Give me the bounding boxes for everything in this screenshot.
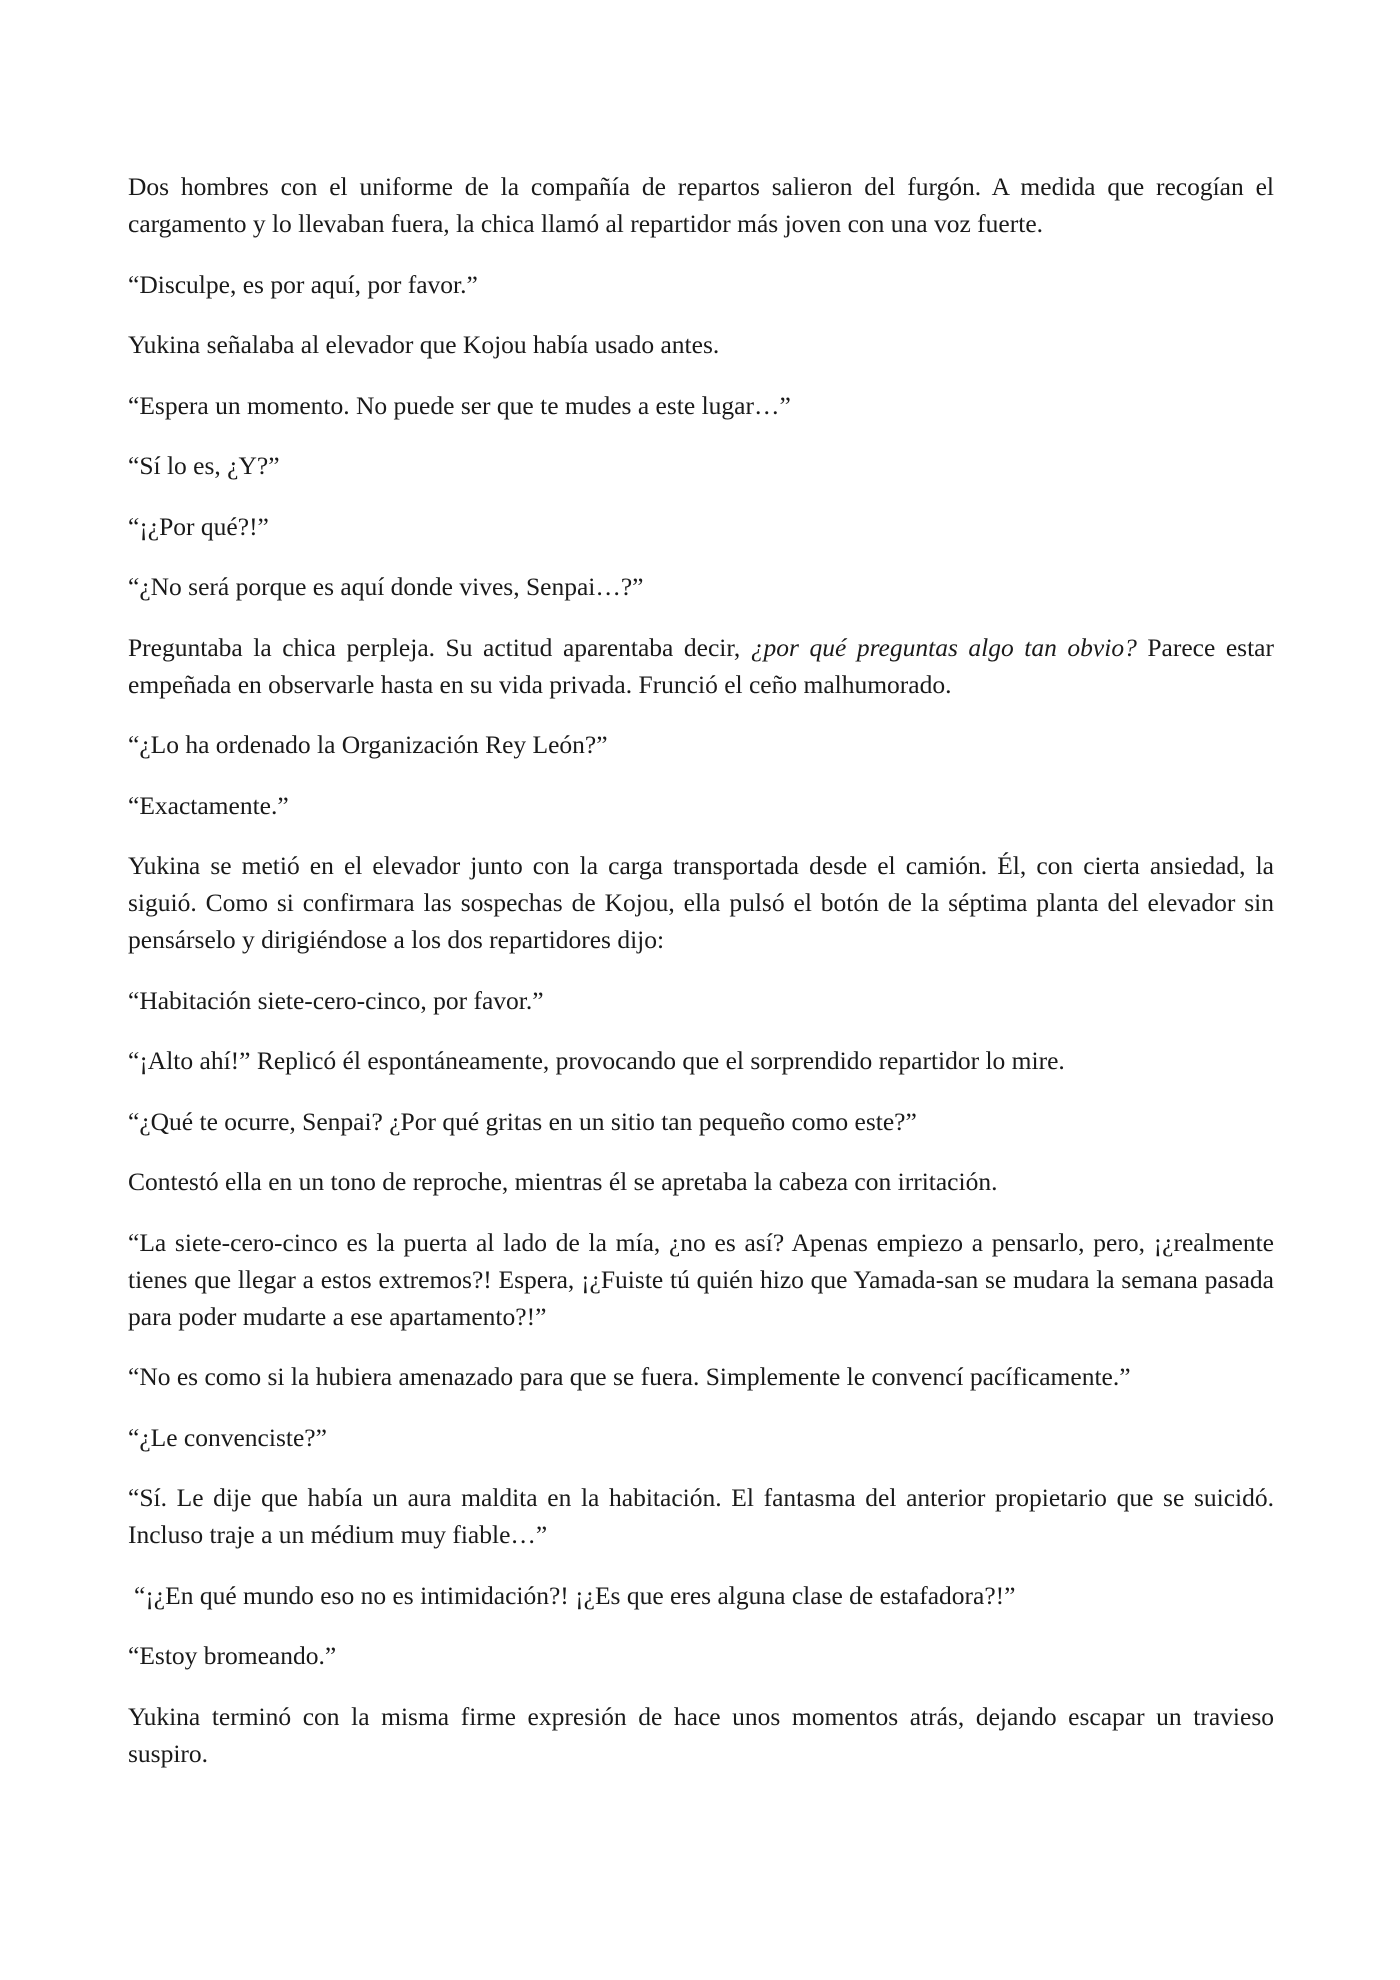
paragraph: Dos hombres con el uniforme de la compañía de repartos salieron del furgón. A medida que recogían el cargamento y lo llevaban fuera, la chica llamó al repartidor más joven con una voz fuerte.: [128, 172, 1274, 238]
paragraph: “Sí. Le dije que había un aura maldita en la habitación. El fantasma del anterior propietario que se suicidó. Incluso traje a un médium muy fiable…”: [128, 1483, 1274, 1549]
paragraph: “¿Qué te ocurre, Senpai? ¿Por qué gritas en un sitio tan pequeño como este?”: [128, 1106, 917, 1136]
paragraph: “¿Lo ha ordenado la Organización Rey León?”: [128, 730, 608, 759]
paragraph: Contestó ella en un tono de reproche, mientras él se apretaba la cabeza con irritación.: [128, 1167, 998, 1196]
paragraph: “Estoy bromeando.”: [128, 1641, 337, 1670]
paragraph: Yukina señalaba al elevador que Kojou había usado antes.: [128, 330, 720, 359]
paragraph: “¡¿Por qué?!”: [128, 511, 269, 541]
paragraph: Yukina terminó con la misma firme expresión de hace unos momentos atrás, dejando escapar un travieso suspiro.: [128, 1701, 1274, 1768]
paragraph: “Espera un momento. No puede ser que te mudes a este lugar…”: [128, 390, 791, 420]
paragraph: “¿No será porque es aquí donde vives, Senpai…?”: [128, 572, 644, 601]
paragraph-text: Parece estar empeñada en observarle hasta en su vida privada. Frunció el ceño malhumorado.: [128, 632, 1274, 699]
paragraph: Yukina se metió en el elevador junto con la carga transportada desde el camión. Él, con cierta ansiedad, la siguió. Como si confirmara las sospechas de Kojou, ella pulsó el botón de la séptima planta del elevador sin pensárselo y dirigiéndose a los dos repartidores dijo:: [128, 851, 1274, 954]
paragraph: “Sí lo es, ¿Y?”: [128, 451, 280, 480]
paragraph: “Disculpe, es por aquí, por favor.”: [128, 269, 478, 299]
paragraph: “¿Le convenciste?”: [128, 1422, 327, 1452]
paragraph-text: Preguntaba la chica perpleja. Su actitud aparentaba decir,: [128, 632, 751, 662]
document-page: [128, 168, 1274, 1795]
paragraph: “Habitación siete-cero-cinco, por favor.”: [128, 985, 544, 1015]
paragraph: “Exactamente.”: [128, 790, 289, 820]
paragraph: “¡¿En qué mundo eso no es intimidación?! ¡¿Es que eres alguna clase de estafadora?!”: [134, 1580, 1016, 1610]
paragraph: “No es como si la hubiera amenazado para que se fuera. Simplemente le convencí pacíficamente.”: [128, 1362, 1131, 1391]
italic-phrase: ¿por qué preguntas algo tan obvio?: [750, 632, 1137, 662]
paragraph: “¡Alto ahí!” Replicó él espontáneamente, provocando que el sorprendido repartidor lo mire.: [128, 1046, 1065, 1075]
paragraph: “La siete-cero-cinco es la puerta al lado de la mía, ¿no es así? Apenas empiezo a pensarlo, pero, ¡¿realmente tienes que llegar a estos extremos?! Espera, ¡¿Fuiste tú quién hizo que Yamada-san se mudara la semana pasada para poder mudarte a ese apartamento?!”: [128, 1227, 1274, 1331]
paragraph: [128, 629, 1274, 703]
